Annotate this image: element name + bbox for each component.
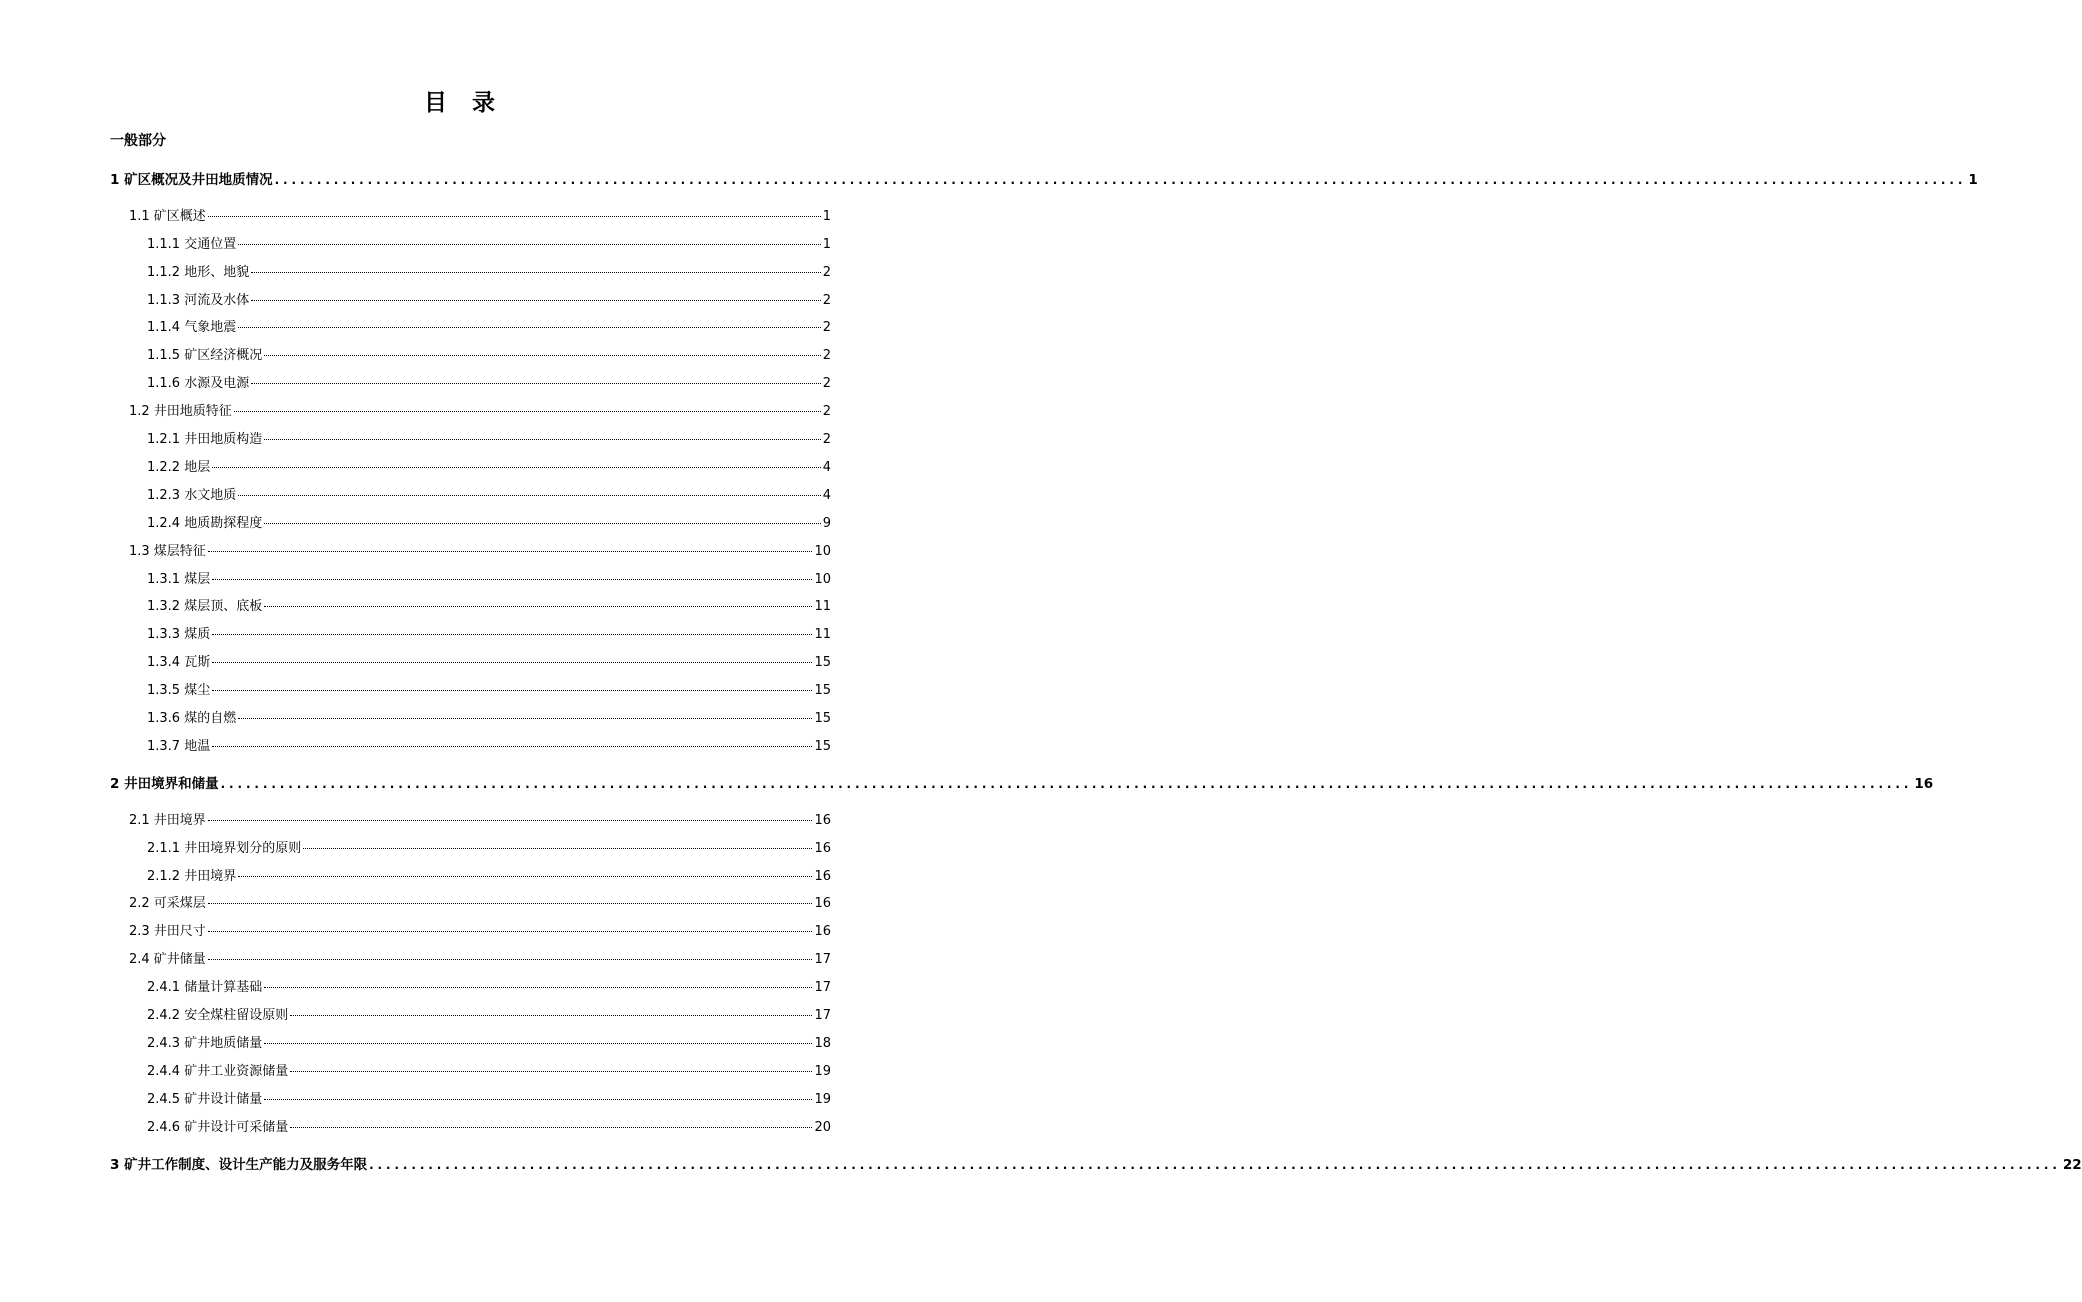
toc-entry-label: 2.3 井田尺寸 [129,924,206,939]
toc-entry[interactable] [147,430,831,450]
toc-entry-page-number: 10 [814,572,831,587]
toc-entry-label: 2.2 可采煤层 [129,896,206,911]
toc-entry-label: 1.1.2 地形、地貌 [147,265,250,280]
toc-entry[interactable] [129,894,831,914]
toc-entry-page-number: 16 [814,896,831,911]
toc-entry-label: 2.4 矿井储量 [129,952,206,967]
toc-entry[interactable] [110,1155,2082,1175]
toc-entry-label: 1.3.4 瓦斯 [147,655,211,670]
toc-dot-leader [234,411,821,412]
toc-entry-label: 1.3.1 煤层 [147,572,211,587]
toc-entry-label: 2.4.3 矿井地质储量 [147,1036,263,1051]
toc-dot-leader [290,1071,812,1072]
toc-dot-leader [208,820,813,821]
toc-entry[interactable] [147,597,831,617]
toc-entry-page-number: 4 [822,460,831,475]
toc-entry-label: 2.4.1 储量计算基础 [147,980,263,995]
toc-entry[interactable] [147,570,831,590]
toc-entry[interactable] [147,709,831,729]
toc-entry[interactable] [147,514,831,534]
toc-dot-leader [212,690,812,691]
toc-entry-page-number: 16 [814,924,831,939]
toc-dot-leader [238,327,821,328]
toc-entry[interactable] [147,318,831,338]
toc-entry-page-number: 18 [814,1036,831,1051]
toc-dot-leader: ........................................................................................................................................................................................................ [369,1158,2061,1172]
toc-entry-label: 1.3.6 煤的自燃 [147,711,237,726]
toc-entry-label: 3 矿井工作制度、设计生产能力及服务年限 [110,1157,368,1173]
toc-entry-page-number: 1 [1968,172,1978,188]
toc-entry[interactable] [147,235,831,255]
toc-entry[interactable] [147,681,831,701]
toc-entry-page-number: 10 [814,544,831,559]
toc-entry-label: 1.3 煤层特征 [129,544,206,559]
toc-entry-label: 2.1.2 井田境界 [147,869,237,884]
toc-dot-leader [303,848,812,849]
toc-dot-leader [208,903,813,904]
toc-entry-page-number: 2 [822,376,831,391]
toc-entry-page-number: 16 [814,869,831,884]
toc-entry[interactable] [129,207,831,227]
toc-dot-leader [251,383,821,384]
toc-entry-page-number: 15 [814,739,831,754]
toc-dot-leader [212,746,812,747]
toc-entry-label: 1.1.1 交通位置 [147,237,237,252]
toc-dot-leader [208,551,813,552]
toc-entry-label: 1.3.3 煤质 [147,627,211,642]
toc-entry[interactable] [110,170,1978,190]
toc-entry-page-number: 2 [822,265,831,280]
toc-dot-leader [238,876,812,877]
toc-entry-page-number: 2 [822,404,831,419]
toc-dot-leader [212,662,812,663]
toc-entry-page-number: 2 [822,432,831,447]
toc-dot-leader [212,467,821,468]
toc-entry-page-number: 16 [1914,776,1934,792]
toc-entry[interactable] [147,346,831,366]
toc-entry[interactable] [147,291,831,311]
toc-entry-page-number: 20 [814,1120,831,1135]
toc-entry-label: 1.1 矿区概述 [129,209,206,224]
toc-entry-page-number: 17 [814,980,831,995]
toc-entry-label: 1.3.5 煤尘 [147,683,211,698]
toc-entry-page-number: 2 [822,348,831,363]
toc-entry-page-number: 15 [814,683,831,698]
toc-dot-leader [238,718,812,719]
toc-dot-leader [238,495,821,496]
toc-entry-label: 2.1 井田境界 [129,813,206,828]
toc-dot-leader [264,523,821,524]
toc-entry[interactable] [147,653,831,673]
toc-dot-leader [264,1043,812,1044]
toc-dot-leader [290,1015,812,1016]
toc-entry-page-number: 19 [814,1064,831,1079]
toc-entry-label: 1.1.4 气象地震 [147,320,237,335]
toc-dot-leader [290,1127,812,1128]
toc-entry-label: 2.4.6 矿井设计可采储量 [147,1120,289,1135]
toc-entry-page-number: 16 [814,813,831,828]
toc-entry[interactable] [129,542,831,562]
toc-entry-page-number: 17 [814,1008,831,1023]
toc-dot-leader: ........................................................................................................................................................................................................ [274,173,1967,187]
toc-dot-leader [212,634,812,635]
toc-entry-page-number: 17 [814,952,831,967]
toc-entry-label: 1.3.2 煤层顶、底板 [147,599,263,614]
toc-entry-page-number: 2 [822,293,831,308]
toc-entry[interactable] [147,978,831,998]
toc-entry[interactable] [129,811,831,831]
toc-dot-leader [264,439,821,440]
toc-entry[interactable] [129,402,831,422]
toc-entry-label: 1.2.4 地质勘探程度 [147,516,263,531]
toc-entry-label: 1.1.5 矿区经济概况 [147,348,263,363]
toc-dot-leader [251,272,821,273]
toc-entry-page-number: 1 [822,209,831,224]
toc-entry-label: 1.1.3 河流及水体 [147,293,250,308]
toc-entry-label: 1.3.7 地温 [147,739,211,754]
toc-entry-page-number: 22 [2062,1157,2082,1173]
section-heading: 一般部分 [110,133,166,149]
toc-dot-leader [251,300,821,301]
toc-dot-leader [208,931,813,932]
toc-entry-label: 2.1.1 井田境界划分的原则 [147,841,302,856]
toc-entry-page-number: 1 [822,237,831,252]
toc-entry[interactable] [129,922,831,942]
toc-entry[interactable] [147,1034,831,1054]
toc-entry-label: 2.4.5 矿井设计储量 [147,1092,263,1107]
toc-entry-page-number: 4 [822,488,831,503]
toc-entry[interactable] [147,263,831,283]
toc-entry-label: 1.2.2 地层 [147,460,211,475]
toc-entry[interactable] [147,1006,831,1026]
toc-entry-page-number: 16 [814,841,831,856]
toc-entry-page-number: 19 [814,1092,831,1107]
toc-dot-leader [264,1099,812,1100]
toc-entry[interactable] [147,867,831,887]
toc-entry[interactable] [147,486,831,506]
toc-entry[interactable] [147,839,831,859]
toc-entry[interactable] [147,374,831,394]
toc-dot-leader [212,579,812,580]
toc-entry[interactable] [147,1118,831,1138]
toc-entry[interactable] [147,737,831,757]
toc-dot-leader [208,216,821,217]
toc-dot-leader [264,355,821,356]
toc-entry-page-number: 11 [814,599,831,614]
toc-dot-leader: ........................................................................................................................................................................................................ [220,777,1913,791]
toc-entry-label: 1 矿区概况及井田地质情况 [110,172,273,188]
toc-entry-label: 1.2.1 井田地质构造 [147,432,263,447]
toc-entry[interactable] [110,774,1934,794]
toc-entry-label: 1.1.6 水源及电源 [147,376,250,391]
toc-entry[interactable] [129,950,831,970]
toc-entry-page-number: 11 [814,627,831,642]
toc-entry-label: 1.2.3 水文地质 [147,488,237,503]
toc-entry-page-number: 15 [814,711,831,726]
page-title: 目 录 [424,90,496,116]
toc-entry-label: 1.2 井田地质特征 [129,404,232,419]
toc-entry-label: 2.4.4 矿井工业资源储量 [147,1064,289,1079]
toc-entry-label: 2.4.2 安全煤柱留设原则 [147,1008,289,1023]
toc-entry[interactable] [147,625,831,645]
toc-dot-leader [264,606,812,607]
toc-entry-page-number: 15 [814,655,831,670]
toc-entry[interactable] [147,1062,831,1082]
toc-dot-leader [238,244,821,245]
toc-entry-label: 2 井田境界和储量 [110,776,219,792]
toc-dot-leader [208,959,813,960]
toc-entry[interactable] [147,1090,831,1110]
toc-entry[interactable] [147,458,831,478]
toc-entry-page-number: 2 [822,320,831,335]
toc-dot-leader [264,987,812,988]
toc-entry-page-number: 9 [822,516,831,531]
